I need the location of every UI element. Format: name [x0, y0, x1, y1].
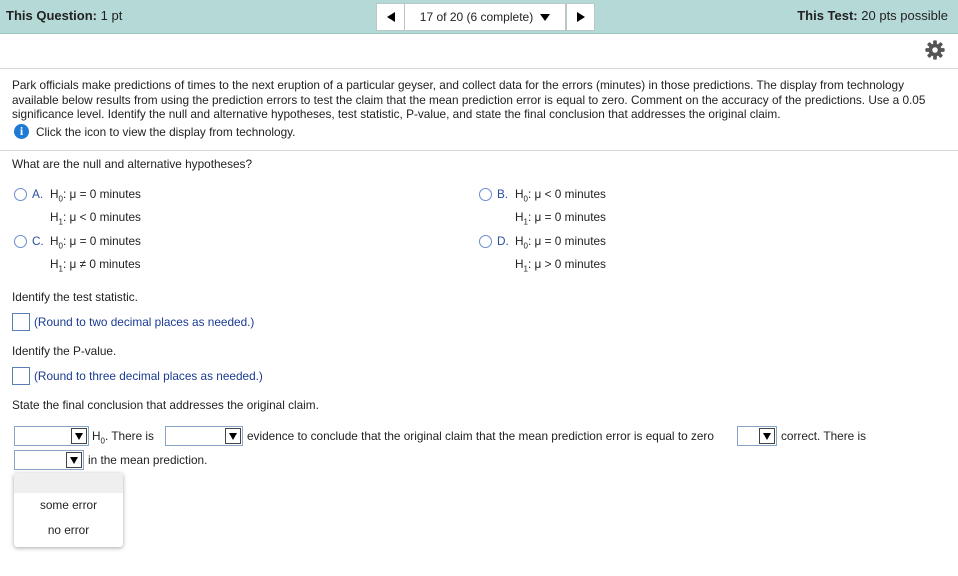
null-hypothesis: $H_0$: μ = 0 minutes [50, 187, 141, 204]
dropdown-menu [14, 473, 123, 547]
option-c[interactable] [14, 232, 141, 279]
option-letter: A. [32, 187, 44, 201]
dropdown-option-blank[interactable] [14, 473, 123, 493]
dropdown-option-no-error[interactable]: no error [47, 523, 90, 537]
option-hypotheses [515, 232, 606, 279]
p-value-hint: (Round to three decimal places as needed.) [34, 369, 263, 383]
chevron-down-icon [540, 14, 550, 21]
conclusion-text-1: $H_0$. There is [92, 429, 154, 446]
test-points-label: This Test: [797, 8, 858, 23]
test-points-value: 20 pts possible [861, 8, 948, 23]
divider [0, 150, 958, 151]
dropdown-arrow-icon [66, 452, 82, 468]
alternative-hypothesis: $H_1$: μ < 0 minutes [50, 210, 141, 227]
option-hypotheses [515, 185, 606, 232]
option-letter: C. [32, 234, 44, 248]
gear-icon[interactable] [924, 39, 946, 61]
alternative-hypothesis: $H_1$: μ = 0 minutes [515, 210, 606, 227]
dropdown-option-some-error[interactable]: some error [39, 498, 98, 512]
error-dropdown[interactable] [14, 450, 84, 470]
question-points-value: 1 pt [100, 8, 123, 23]
is-is-not-dropdown[interactable] [737, 426, 777, 446]
question-navigator-label: 17 of 20 (6 complete) [419, 10, 534, 24]
null-hypothesis: $H_0$: μ = 0 minutes [50, 234, 141, 251]
info-row [14, 124, 295, 139]
hypotheses-prompt: What are the null and alternative hypotheses? [12, 157, 253, 171]
option-letter: D. [497, 234, 509, 248]
dropdown-arrow-icon [759, 428, 775, 444]
null-hypothesis: $H_0$: μ = 0 minutes [515, 234, 606, 251]
option-b[interactable] [479, 185, 606, 232]
dropdown-arrow-icon [71, 428, 87, 444]
dropdown-arrow-icon [225, 428, 241, 444]
next-question-button[interactable] [566, 3, 595, 31]
reject-decision-dropdown[interactable] [14, 426, 89, 446]
arrow-left-icon [387, 12, 395, 22]
option-letter: B. [497, 187, 509, 201]
previous-question-button[interactable] [376, 3, 405, 31]
conclusion-text-4: in the mean prediction. [88, 453, 208, 467]
problem-statement: Park officials make predictions of times to the next eruption of a particular geyser, and collect data for the errors (minutes) in those predictions. The display from technology available below results from using the prediction errors to test the claim that the mean prediction error is equal to zero. Comment on the accuracy of the predictions. Use a 0.05 significance level. Identify the null and alternative hypotheses, test statistic, P-value, and state the final conclusion that addresses the original claim. [12, 78, 926, 121]
conclusion-text-3: correct. There is [781, 429, 867, 443]
option-hypotheses [50, 232, 141, 279]
option-d[interactable] [479, 232, 606, 279]
top-bar [0, 0, 958, 34]
option-hypotheses [50, 185, 141, 232]
info-icon[interactable]: i [14, 124, 29, 139]
question-points [6, 8, 122, 23]
radio-button[interactable] [479, 235, 492, 248]
radio-button[interactable] [479, 188, 492, 201]
test-points [797, 8, 948, 23]
p-value-prompt: Identify the P-value. [12, 344, 117, 358]
test-statistic-input[interactable] [12, 313, 30, 331]
info-text: Click the icon to view the display from technology. [36, 124, 296, 139]
radio-button[interactable] [14, 235, 27, 248]
option-a[interactable] [14, 185, 141, 232]
test-statistic-prompt: Identify the test statistic. [12, 290, 138, 304]
alternative-hypothesis: $H_1$: μ ≠ 0 minutes [50, 257, 141, 274]
test-statistic-hint: (Round to two decimal places as needed.) [34, 315, 255, 329]
conclusion-prompt: State the final conclusion that addresses the original claim. [12, 398, 319, 412]
null-hypothesis: $H_0$: μ < 0 minutes [515, 187, 606, 204]
radio-button[interactable] [14, 188, 27, 201]
evidence-dropdown[interactable] [165, 426, 243, 446]
conclusion-text-2: evidence to conclude that the original claim that the mean prediction error is equal to zero [247, 429, 714, 443]
arrow-right-icon [577, 12, 585, 22]
p-value-input[interactable] [12, 367, 30, 385]
divider [0, 68, 958, 69]
question-points-label: This Question: [6, 8, 97, 23]
question-navigator-select[interactable] [404, 3, 566, 31]
alternative-hypothesis: $H_1$: μ > 0 minutes [515, 257, 606, 274]
